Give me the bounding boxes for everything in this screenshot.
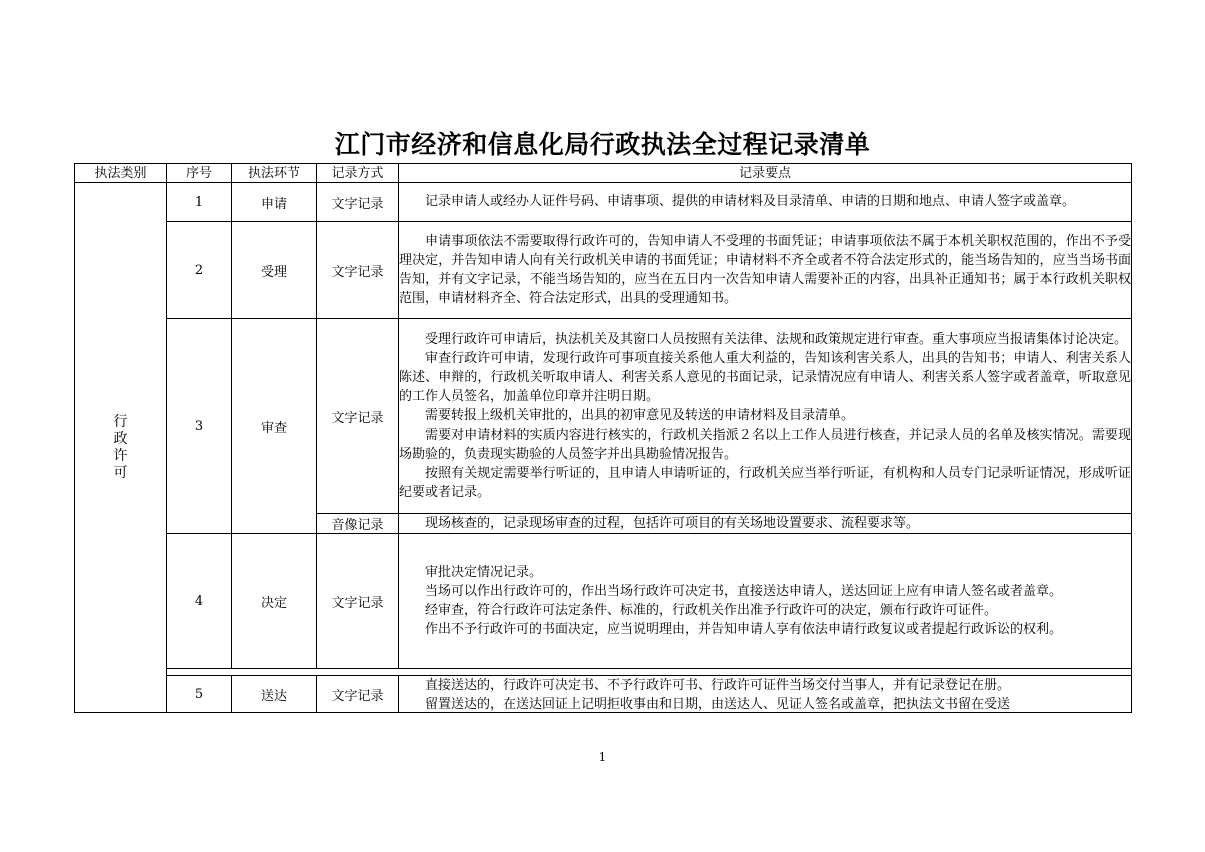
table-row (75, 183, 1132, 222)
point-paragraph: 现场核查的，记录现场审查的过程，包括许可项目的有关场地设置要求、流程要求等。 (425, 516, 920, 531)
point-paragraph: 直接送达的，行政许可决定书、不予行政许可书、行政许可证件当场交付当事人，并有记录登记在册。 (425, 678, 1011, 694)
table-row (75, 676, 1132, 713)
point-paragraph: 申请事项依法不需要取得行政许可的，告知申请人不受理的书面凭证；申请事项依法不属于本机关职权范围的，作出不予受理决定，并告知申请人向有关行政机关申请的书面凭证；申请材料不齐全或者不符合法定形式的，能当场告知的，应当当场书面告知，并有文字记录，不能当场告知的，应当在五日内一次告知申请人需要补正的内容，出具补正通知书；属于本行政机关职权范围，申请材料齐全、符合法定形式，出具的受理通知书。 (399, 233, 1131, 307)
point-paragraph: 受理行政许可申请后，执法机关及其窗口人员按照有关法律、法规和政策规定进行审查。重大事项应当报请集体讨论决定。 (425, 331, 1128, 347)
points-cell (399, 534, 1132, 669)
table-row (75, 534, 1132, 669)
method-cell: 文字记录 (317, 319, 399, 514)
stage-cell: 受理 (232, 222, 317, 319)
point-paragraph: 需要对申请材料的实质内容进行核实的，行政机关指派２名以上工作人员进行核查，并记录人员的名单及核实情况。需要现场勘验的，负责现实勘验的人员签字并出具勘验情况报告。 (399, 427, 1131, 462)
point-paragraph: 留置送达的，在送达回证上记明拒收事由和日期，由送达人、见证人签名或盖章，把执法文书留在受送 (425, 697, 1011, 713)
header-category: 执法类别 (75, 164, 167, 183)
method-cell: 音像记录 (317, 514, 399, 534)
method-cell: 文字记录 (317, 183, 399, 222)
seq-cell: 3 (167, 319, 232, 534)
table-row (75, 222, 1132, 319)
seq-cell: 2 (167, 222, 232, 319)
header-seq: 序号 (167, 164, 232, 183)
header-stage: 执法环节 (232, 164, 317, 183)
point-paragraph: 需要转报上级机关审批的，出具的初审意见及转送的申请材料及目录清单。 (425, 408, 855, 424)
category-label: 行政许可 (113, 413, 128, 481)
table-row (75, 319, 1132, 514)
method-cell: 文字记录 (317, 222, 399, 319)
record-table (74, 163, 1132, 713)
point-paragraph: 审批决定情况记录。 (425, 564, 543, 580)
points-cell (399, 319, 1132, 514)
stage-cell: 送达 (232, 676, 317, 713)
point-paragraph: 经审查，符合行政许可法定条件、标准的，行政机关作出准予行政许可的决定，颁布行政许可证件。 (425, 603, 998, 619)
document-title: 江门市经济和信息化局行政执法全过程记录清单 (334, 130, 871, 159)
header-points: 记录要点 (399, 164, 1132, 183)
points-cell (399, 514, 1132, 534)
method-cell: 文字记录 (317, 676, 399, 713)
table-row (75, 669, 1132, 676)
page-number: 1 (598, 750, 607, 764)
point-paragraph: 当场可以作出行政许可的，作出当场行政许可决定书，直接送达申请人，送达回证上应有申请人签名或者盖章。 (425, 584, 1063, 599)
category-cell (75, 183, 167, 713)
header-method: 记录方式 (317, 164, 399, 183)
point-paragraph: 记录申请人或经办人证件号码、申请事项、提供的申请材料及目录清单、申请的日期和地点、申请人签字或盖章。 (425, 194, 1076, 210)
seq-cell: 5 (167, 676, 232, 713)
points-cell (399, 676, 1132, 713)
seq-cell: 4 (167, 534, 232, 669)
points-cell (399, 183, 1132, 222)
point-paragraph: 作出不予行政许可的书面决定，应当说明理由，并告知申请人享有依法申请行政复议或者提起行政诉讼的权利。 (425, 622, 1063, 638)
points-cell (399, 222, 1132, 319)
method-cell: 文字记录 (317, 534, 399, 669)
point-paragraph: 按照有关规定需要举行听证的，且申请人申请听证的，行政机关应当举行听证，有机构和人员专门记录听证情况，形成听证纪要或者记录。 (399, 466, 1131, 501)
stage-cell: 审查 (232, 319, 317, 534)
point-paragraph: 审查行政许可申请，发现行政许可事项直接关系他人重大利益的，告知该利害关系人，出具的告知书；申请人、利害关系人陈述、申辩的，行政机关听取申请人、利害关系人意见的书面记录，记录情况应有申请人、利害关系人签字或者盖章，听取意见的工作人员签名，加盖单位印章并注明日期。 (399, 350, 1131, 405)
stage-cell: 决定 (232, 534, 317, 669)
table-header-row (75, 164, 1132, 183)
seq-cell: 1 (167, 183, 232, 222)
stage-cell: 申请 (232, 183, 317, 222)
